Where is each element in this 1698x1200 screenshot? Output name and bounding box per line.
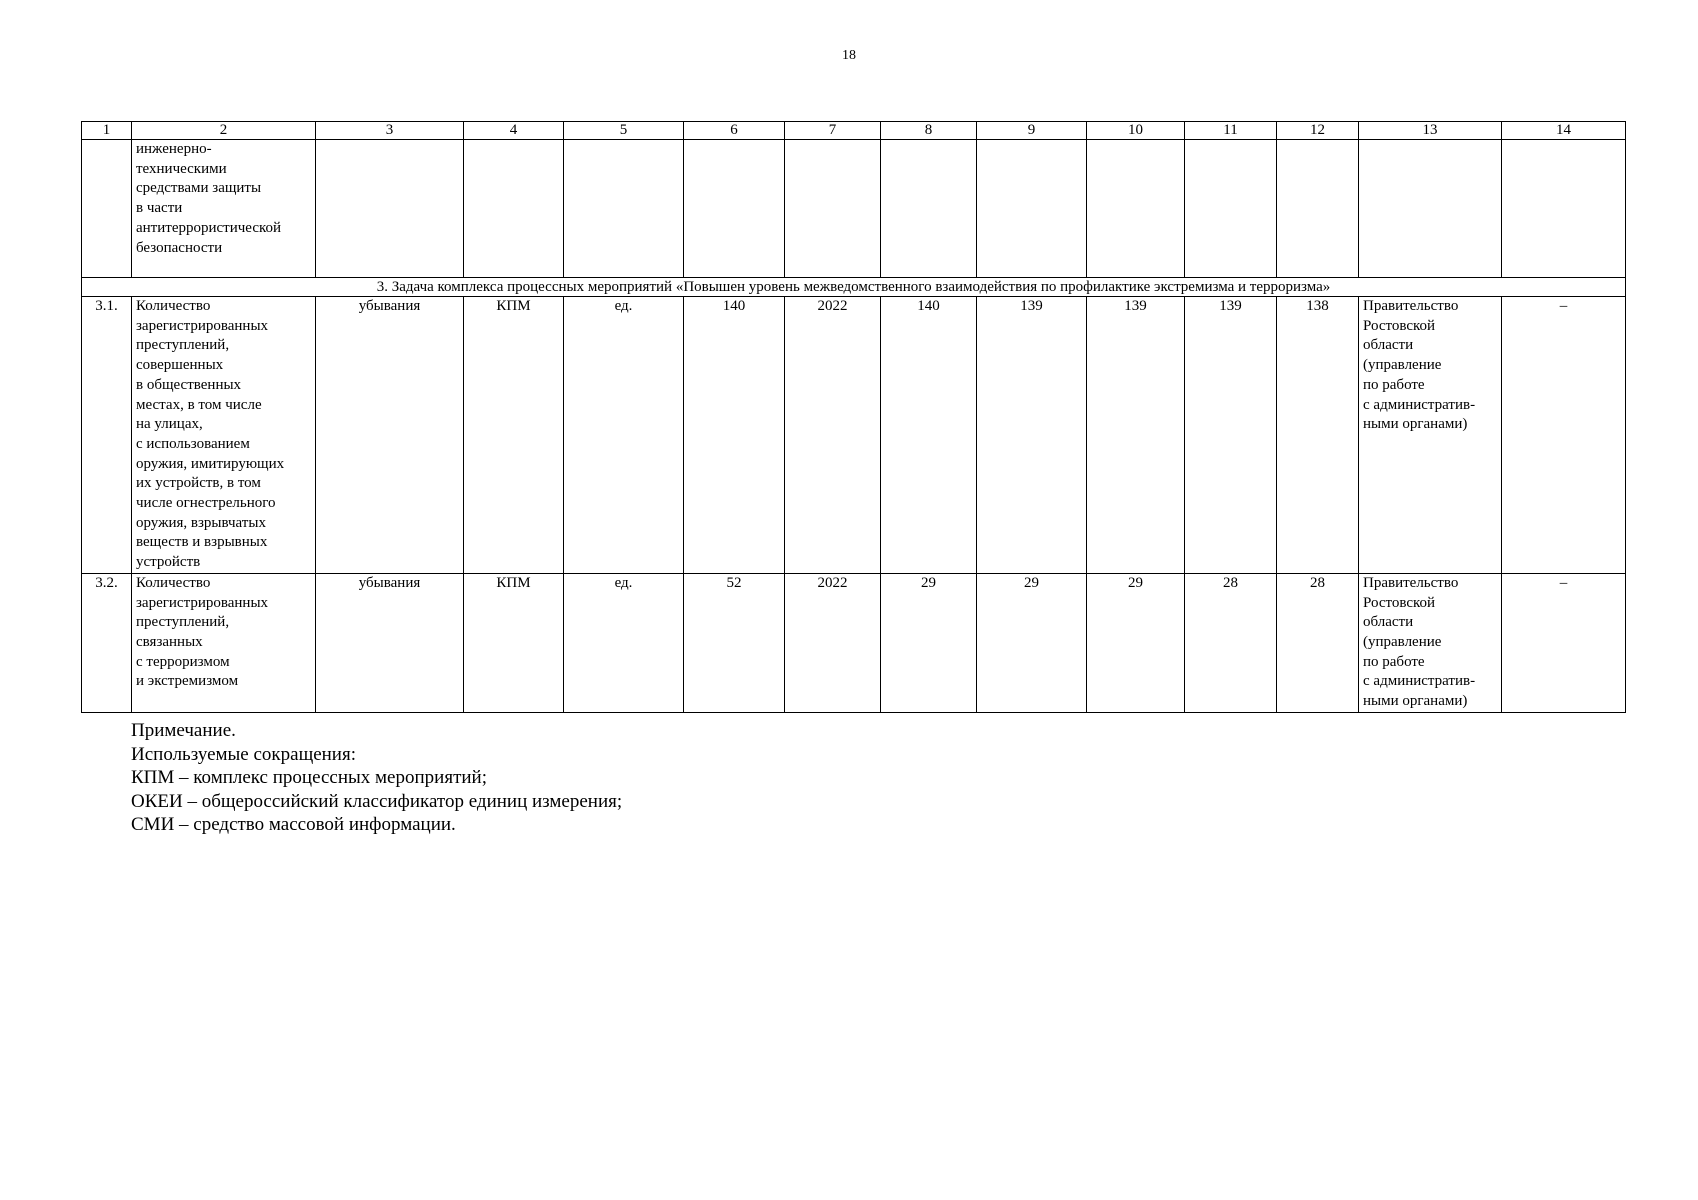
column-number: 14 <box>1502 122 1626 140</box>
value-cell: 29 <box>977 573 1087 712</box>
column-number: 7 <box>785 122 881 140</box>
unit-cell: ед. <box>564 297 684 574</box>
empty-cell <box>1185 140 1277 278</box>
trend-cell: убывания <box>316 573 464 712</box>
empty-cell <box>564 140 684 278</box>
notes-line: Используемые сокращения: <box>131 743 356 765</box>
indicators-table <box>81 121 1626 713</box>
column-number: 1 <box>82 122 132 140</box>
column-number: 8 <box>881 122 977 140</box>
column-number-row <box>82 122 1626 140</box>
value-cell: 139 <box>977 297 1087 574</box>
empty-cell <box>977 140 1087 278</box>
row-number: 3.1. <box>82 297 132 574</box>
value-cell: 29 <box>1087 573 1185 712</box>
value-cell: 139 <box>1185 297 1277 574</box>
level-cell: КПМ <box>464 573 564 712</box>
responsible-cell: Правительство Ростовской области (управление по работе с административ- ными органами) <box>1359 573 1502 712</box>
column-number: 5 <box>564 122 684 140</box>
empty-cell <box>464 140 564 278</box>
empty-cell <box>684 140 785 278</box>
section-heading-row <box>82 278 1626 297</box>
empty-cell <box>881 140 977 278</box>
notes-line: КПМ – комплекс процессных мероприятий; <box>131 767 487 788</box>
table-row <box>82 297 1626 574</box>
notes-line: СМИ – средство массовой информации. <box>131 814 456 835</box>
link-cell: – <box>1502 573 1626 712</box>
indicator-name: Количество зарегистрированных преступлений, связанных с терроризмом и экстремизмом <box>132 573 316 712</box>
empty-cell <box>1277 140 1359 278</box>
column-number: 6 <box>684 122 785 140</box>
value-cell: 138 <box>1277 297 1359 574</box>
value-cell: 28 <box>1277 573 1359 712</box>
column-number: 11 <box>1185 122 1277 140</box>
level-cell: КПМ <box>464 297 564 574</box>
column-number: 2 <box>132 122 316 140</box>
responsible-cell: Правительство Ростовской области (управление по работе с административ- ными органами) <box>1359 297 1502 574</box>
column-number: 9 <box>977 122 1087 140</box>
column-number: 10 <box>1087 122 1185 140</box>
table-row-continuation <box>82 140 1626 278</box>
page-number: 18 <box>842 48 856 63</box>
empty-cell <box>1502 140 1626 278</box>
empty-cell <box>1359 140 1502 278</box>
base-value-cell: 52 <box>684 573 785 712</box>
notes-line: ОКЕИ – общероссийский классификатор единиц измерения; <box>131 790 623 812</box>
notes-section <box>131 719 622 837</box>
column-number: 3 <box>316 122 464 140</box>
column-number: 12 <box>1277 122 1359 140</box>
link-cell: – <box>1502 297 1626 574</box>
empty-cell <box>785 140 881 278</box>
table-row <box>82 573 1626 712</box>
column-number: 13 <box>1359 122 1502 140</box>
row-number-cell <box>82 140 132 278</box>
notes-title: Примечание. <box>131 720 236 741</box>
section-heading: 3. Задача комплекса процессных мероприятий «Повышен уровень межведомственного взаимодействия по профилактике экстремизма и терроризма» <box>82 278 1626 297</box>
indicator-name: Количество зарегистрированных преступлений, совершенных в общественных местах, в том числе на улицах, с использованием оружия, имитирующих их устройств, в том числе огнестрельного оружия, взрывчатых веществ и взрывных устройств <box>132 297 316 574</box>
value-cell: 29 <box>881 573 977 712</box>
row-number: 3.2. <box>82 573 132 712</box>
indicator-name: инженерно- техническими средствами защиты в части антитеррористической безопасности <box>132 140 316 278</box>
empty-cell <box>316 140 464 278</box>
unit-cell: ед. <box>564 573 684 712</box>
empty-cell <box>1087 140 1185 278</box>
base-year-cell: 2022 <box>785 573 881 712</box>
column-number: 4 <box>464 122 564 140</box>
value-cell: 140 <box>881 297 977 574</box>
value-cell: 28 <box>1185 573 1277 712</box>
trend-cell: убывания <box>316 297 464 574</box>
base-year-cell: 2022 <box>785 297 881 574</box>
value-cell: 139 <box>1087 297 1185 574</box>
base-value-cell: 140 <box>684 297 785 574</box>
